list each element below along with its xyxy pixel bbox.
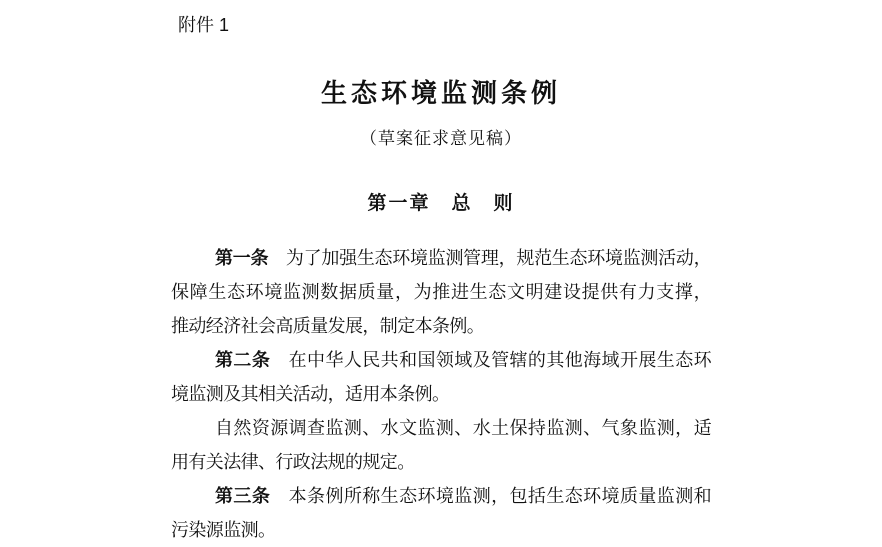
line-text: 本条例所称生态环境监测，包括生态环境质量监测和 bbox=[270, 486, 711, 506]
body-line bbox=[171, 241, 711, 275]
article-number: 第二条 bbox=[215, 350, 271, 370]
document-subtitle: （草案征求意见稿） bbox=[360, 129, 522, 148]
body-line bbox=[171, 479, 711, 513]
body-line bbox=[171, 445, 711, 479]
body-line bbox=[171, 377, 711, 411]
line-text: 推动经济社会高质量发展，制定本条例。 bbox=[171, 316, 485, 336]
line-text: 为了加强生态环境监测管理，规范生态环境监测活动， bbox=[268, 248, 712, 268]
article-number: 第一条 bbox=[215, 248, 269, 268]
line-text: 在中华人民共和国领域及管辖的其他海域开展生态环 bbox=[270, 350, 711, 370]
body-line bbox=[171, 309, 711, 343]
body-line bbox=[171, 343, 711, 377]
body-text bbox=[171, 241, 711, 547]
chapter-heading: 第一章 总 则 bbox=[367, 193, 515, 214]
line-text: 境监测及其相关活动，适用本条例。 bbox=[171, 384, 450, 404]
line-text: 污染源监测。 bbox=[171, 520, 276, 540]
document-title: 生态环境监测条例 bbox=[320, 79, 561, 108]
body-line bbox=[171, 411, 711, 445]
body-line bbox=[171, 275, 711, 309]
attachment-label: 附件 1 bbox=[178, 15, 230, 35]
line-text: 用有关法律、行政法规的规定。 bbox=[171, 452, 415, 472]
line-text: 自然资源调查监测、水文监测、水土保持监测、气象监测，适 bbox=[215, 418, 711, 438]
article-number: 第三条 bbox=[215, 486, 271, 506]
body-line bbox=[171, 513, 711, 547]
document-content bbox=[171, 0, 711, 547]
line-text: 保障生态环境监测数据质量，为推进生态文明建设提供有力支撑， bbox=[171, 282, 711, 302]
